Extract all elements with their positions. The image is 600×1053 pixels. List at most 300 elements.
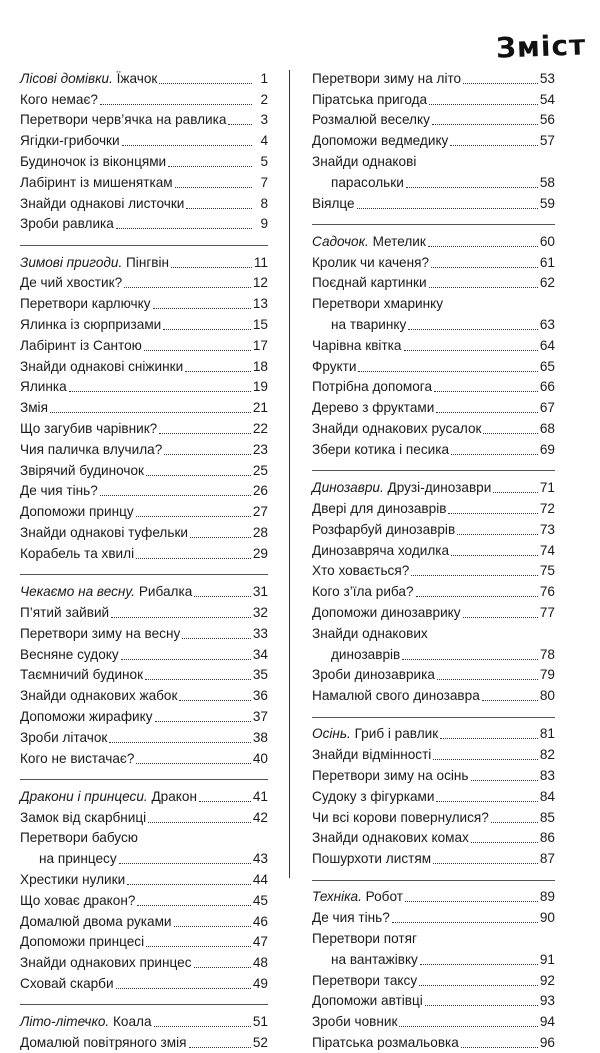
section-name: Лісові домівки. xyxy=(20,70,113,86)
toc-entry xyxy=(312,519,555,540)
entry-title xyxy=(20,808,146,828)
page-number: 80 xyxy=(539,688,555,704)
entry-text: Метелик xyxy=(368,233,426,249)
entry-text: Пінгвін xyxy=(122,254,170,270)
toc-section xyxy=(20,252,268,564)
dot-leader xyxy=(416,596,538,597)
entry-title xyxy=(20,173,173,193)
entry-title xyxy=(312,520,455,540)
entry-text: Перетвори хмаринку xyxy=(312,296,444,312)
toc-entry xyxy=(20,911,268,932)
page-number: 47 xyxy=(252,934,268,950)
entry-title xyxy=(20,953,192,973)
dot-leader xyxy=(433,863,538,864)
entry-title xyxy=(20,1033,187,1053)
toc-entry xyxy=(312,418,555,439)
column-divider xyxy=(289,70,290,878)
page-number: 43 xyxy=(252,851,268,867)
section-divider xyxy=(312,869,555,881)
entry-title xyxy=(312,745,431,765)
entry-text: Домалюй двома руками xyxy=(20,913,172,929)
dot-leader xyxy=(450,145,538,146)
toc-section xyxy=(312,231,555,460)
page-number: 45 xyxy=(252,892,268,908)
section-divider xyxy=(20,769,268,781)
entry-text: Поєднай картинки xyxy=(312,275,427,291)
toc-section-heading xyxy=(20,68,268,89)
toc-entry xyxy=(312,273,555,294)
dot-leader xyxy=(190,537,251,538)
section-name: Дракони і принцеси. xyxy=(20,788,148,804)
entry-text: Розфарбуй динозаврів xyxy=(312,521,456,537)
entry-text: Кого не вистачає? xyxy=(20,750,135,766)
entry-text: Лабіринт із Сантою xyxy=(20,337,142,353)
toc-entry xyxy=(312,172,555,193)
page-number: 32 xyxy=(252,604,268,620)
toc-entry xyxy=(20,151,268,172)
entry-title xyxy=(20,90,98,110)
toc-section-heading xyxy=(312,477,555,498)
entry-text: Допоможи жирафику xyxy=(20,708,153,724)
page-number: 33 xyxy=(252,625,268,641)
page-number: 74 xyxy=(539,542,555,558)
toc-entry xyxy=(20,377,268,398)
entry-text: Потрібна допомога xyxy=(312,379,433,395)
entry-text: Хрестики нулики xyxy=(20,871,126,887)
page-number: 36 xyxy=(252,688,268,704)
dot-leader xyxy=(425,1005,538,1006)
page-number: 67 xyxy=(539,400,555,416)
entry-title xyxy=(20,273,122,293)
entry-text: Фрукти xyxy=(312,358,357,374)
page-number: 37 xyxy=(252,708,268,724)
toc-section-heading xyxy=(20,786,268,807)
entry-text: Таємничий будинок xyxy=(20,667,144,683)
entry-title xyxy=(312,478,491,498)
dot-leader xyxy=(404,350,538,351)
entry-title xyxy=(312,929,417,949)
entry-title xyxy=(312,315,406,335)
entry-text: Звірячий будиночок xyxy=(20,462,144,478)
entry-text: Що ховає дракон? xyxy=(20,892,136,908)
entry-title xyxy=(312,357,356,377)
toc-left-column xyxy=(20,68,268,1053)
toc-right-column xyxy=(312,68,555,1053)
dot-leader xyxy=(171,267,252,268)
toc-entry xyxy=(312,293,555,314)
dot-leader xyxy=(408,329,538,330)
toc-entry xyxy=(312,786,555,807)
entry-title xyxy=(312,69,461,89)
dot-leader xyxy=(440,738,538,739)
entry-text: П’ятий зайвий xyxy=(20,604,110,620)
toc-section xyxy=(20,786,268,994)
page-number: 9 xyxy=(260,216,268,232)
entry-title xyxy=(20,461,144,481)
dot-leader xyxy=(154,1026,251,1027)
page-number: 5 xyxy=(260,153,268,169)
section-name: Осінь. xyxy=(312,726,351,742)
entry-title xyxy=(20,398,48,418)
dot-leader xyxy=(116,228,252,229)
entry-text: Будиночок із віконцями xyxy=(20,153,167,169)
entry-title xyxy=(312,686,480,706)
entry-title xyxy=(20,749,134,769)
dot-leader xyxy=(436,801,537,802)
entry-text: Кролик чи каченя? xyxy=(312,254,430,270)
entry-text: Знайди однакові сніжинки xyxy=(20,358,184,374)
dot-leader xyxy=(148,822,251,823)
entry-title xyxy=(20,974,114,994)
toc-entry xyxy=(20,89,268,110)
page-number: 18 xyxy=(252,358,268,374)
dot-leader xyxy=(451,555,538,556)
entry-text: Піратська розмальовка xyxy=(312,1035,459,1051)
entry-title xyxy=(312,724,438,744)
entry-text: Знайди однакових xyxy=(312,625,428,641)
entry-text: Ялинка із сюрпризами xyxy=(20,317,162,333)
dot-leader xyxy=(182,638,251,639)
toc-entry xyxy=(20,439,268,460)
entry-title xyxy=(312,908,390,928)
toc-section xyxy=(312,68,555,214)
dot-leader xyxy=(136,558,251,559)
entry-text: Допоможи автівці xyxy=(312,993,423,1009)
dot-leader xyxy=(428,246,538,247)
entry-title xyxy=(20,440,162,460)
entry-title xyxy=(312,336,402,356)
toc-entry xyxy=(312,151,555,172)
page-number: 13 xyxy=(252,296,268,312)
page-number: 72 xyxy=(539,500,555,516)
dot-leader xyxy=(146,475,251,476)
dot-leader xyxy=(144,350,251,351)
entry-title xyxy=(312,849,431,869)
entry-title xyxy=(20,481,98,501)
toc-entry xyxy=(312,623,555,644)
entry-title xyxy=(20,932,144,952)
entry-title xyxy=(312,561,409,581)
toc-entry xyxy=(312,130,555,151)
entry-title xyxy=(312,808,489,828)
dot-leader xyxy=(186,208,252,209)
dot-leader xyxy=(358,371,537,372)
entry-text: Піратська пригода xyxy=(312,91,428,107)
entry-title xyxy=(312,152,416,172)
toc-entry xyxy=(312,665,555,686)
page-number: 83 xyxy=(539,768,555,783)
dot-leader xyxy=(136,763,250,764)
entry-text: Зроби равлика xyxy=(20,216,114,232)
dot-leader xyxy=(411,575,538,576)
toc-entry xyxy=(20,273,268,294)
page-number: 12 xyxy=(252,275,268,291)
dot-leader xyxy=(164,454,251,455)
toc-entry xyxy=(312,1032,555,1053)
dot-leader xyxy=(448,513,537,514)
entry-title xyxy=(20,912,172,932)
dot-leader xyxy=(121,659,251,660)
toc-section xyxy=(20,581,268,768)
entry-title xyxy=(20,645,119,665)
entry-title xyxy=(20,544,134,564)
toc-entry xyxy=(312,377,555,398)
entry-title xyxy=(312,787,434,807)
dot-leader xyxy=(402,659,538,660)
page-number: 3 xyxy=(260,112,268,128)
dot-leader xyxy=(189,1047,251,1048)
toc-section xyxy=(20,68,268,234)
entry-text: Гриб і равлик xyxy=(350,726,439,742)
entry-title xyxy=(312,294,443,314)
page-number: 54 xyxy=(539,91,555,107)
entry-title xyxy=(20,707,153,727)
toc-entry xyxy=(20,130,268,151)
page-number: 71 xyxy=(539,480,555,496)
toc-entry xyxy=(312,193,555,214)
entry-title xyxy=(312,194,355,214)
entry-title xyxy=(312,645,400,665)
dot-leader xyxy=(194,596,251,597)
section-divider xyxy=(312,706,555,718)
dot-leader xyxy=(405,901,538,902)
toc-entry xyxy=(20,973,268,994)
page-number: 87 xyxy=(539,851,555,867)
entry-title xyxy=(20,315,161,335)
dot-leader xyxy=(100,495,251,496)
entry-title xyxy=(312,991,423,1011)
dot-leader xyxy=(436,412,538,413)
dot-leader xyxy=(461,1047,538,1048)
entry-text: Знайди однакових принцес xyxy=(20,955,192,971)
dot-leader xyxy=(163,329,251,330)
entry-title xyxy=(20,253,169,273)
entry-text: Перетвори карлючку xyxy=(20,296,151,312)
toc-entry xyxy=(20,543,268,564)
entry-text: на принцесу xyxy=(39,851,117,867)
toc-entry xyxy=(20,848,268,869)
section-divider xyxy=(312,214,555,226)
section-name: Техніка. xyxy=(312,889,362,905)
toc-entry xyxy=(312,89,555,110)
dot-leader xyxy=(168,166,252,167)
toc-section-heading xyxy=(312,68,555,89)
page-number: 44 xyxy=(252,871,268,887)
page-number: 84 xyxy=(539,788,555,804)
entry-text: Знайди відмінності xyxy=(312,747,432,763)
page-number: 76 xyxy=(539,584,555,600)
dot-leader xyxy=(153,308,251,309)
toc-entry xyxy=(20,706,268,727)
toc-entry xyxy=(312,949,555,970)
page-number: 35 xyxy=(252,667,268,683)
entry-title xyxy=(312,887,403,907)
toc-entry xyxy=(20,644,268,665)
page-number: 85 xyxy=(539,809,555,825)
dot-leader xyxy=(431,267,538,268)
entry-title xyxy=(20,686,177,706)
entry-text: Допоможи принцесі xyxy=(20,934,145,950)
toc-entry xyxy=(312,744,555,765)
dot-leader xyxy=(159,83,252,84)
toc-entry xyxy=(20,828,268,849)
entry-title xyxy=(20,1012,152,1032)
entry-title xyxy=(312,766,469,786)
entry-title xyxy=(20,891,135,911)
page-number: 51 xyxy=(252,1014,268,1030)
page-number: 2 xyxy=(260,91,268,107)
page-number: 26 xyxy=(252,483,268,499)
dot-leader xyxy=(420,964,538,965)
page-number: 48 xyxy=(252,955,268,971)
toc-entry xyxy=(312,928,555,949)
toc-entry xyxy=(20,335,268,356)
entry-title xyxy=(312,90,427,110)
toc-entry xyxy=(312,807,555,828)
toc-entry xyxy=(20,418,268,439)
entry-text: Судоку з фігурками xyxy=(312,788,435,804)
dot-leader xyxy=(179,700,250,701)
entry-text: Знайди однакові листочки xyxy=(20,195,185,211)
toc-entry xyxy=(20,397,268,418)
toc-entry xyxy=(312,561,555,582)
toc-entry xyxy=(312,540,555,561)
entry-title xyxy=(20,152,166,172)
toc-section xyxy=(20,1011,268,1053)
entry-text: Домалюй повітряного змія xyxy=(20,1035,187,1051)
dot-leader xyxy=(493,492,538,493)
section-name: Садочок. xyxy=(312,233,369,249)
entry-text: Дерево з фруктами xyxy=(312,400,435,416)
entry-title xyxy=(20,603,109,623)
entry-text: Чи всі корови повернулися? xyxy=(312,809,489,825)
page-number: 4 xyxy=(260,133,268,149)
page-number: 40 xyxy=(252,750,268,766)
dot-leader xyxy=(429,104,538,105)
toc-entry xyxy=(312,907,555,928)
entry-text: Знайди однакових комах xyxy=(312,830,469,846)
page-number: 63 xyxy=(539,317,555,333)
entry-text: Де чия тінь? xyxy=(312,910,390,926)
page-number: 75 xyxy=(539,563,555,579)
toc-entry xyxy=(20,685,268,706)
page-number: 27 xyxy=(252,504,268,520)
entry-title xyxy=(20,357,183,377)
page-number: 49 xyxy=(252,975,268,991)
dot-leader xyxy=(399,1026,537,1027)
entry-title xyxy=(312,1012,397,1032)
dot-leader xyxy=(155,721,251,722)
dot-leader xyxy=(111,617,251,618)
entry-text: Змія xyxy=(20,400,48,416)
page-title: Зміст xyxy=(495,28,587,65)
page-number: 23 xyxy=(252,441,268,457)
toc-entry xyxy=(20,314,268,335)
page-number: 56 xyxy=(539,112,555,128)
page-number: 69 xyxy=(539,441,555,457)
dot-leader xyxy=(482,700,538,701)
dot-leader xyxy=(109,742,251,743)
entry-title xyxy=(312,232,426,252)
page-number: 58 xyxy=(539,174,555,190)
toc-entry xyxy=(20,522,268,543)
entry-title xyxy=(312,110,430,130)
dot-leader xyxy=(392,922,538,923)
page-number: 73 xyxy=(539,521,555,537)
entry-title xyxy=(20,523,188,543)
dot-leader xyxy=(175,187,252,188)
toc-entry xyxy=(312,356,555,377)
page-number: 46 xyxy=(252,913,268,929)
entry-text: Динозавряча ходилка xyxy=(312,542,450,558)
entry-title xyxy=(20,214,114,234)
page-number: 52 xyxy=(252,1035,268,1051)
entry-text: динозаврів xyxy=(331,646,401,662)
dot-leader xyxy=(491,822,538,823)
entry-text: Перетвори таксу xyxy=(312,972,418,988)
entry-text: Хто ховається? xyxy=(312,563,410,579)
entry-text: Двері для динозаврів xyxy=(312,500,447,516)
page-number: 81 xyxy=(539,726,555,742)
entry-text: Знайди однакові туфельки xyxy=(20,525,188,541)
dot-leader xyxy=(69,391,251,392)
toc-entry xyxy=(312,1011,555,1032)
page-number: 65 xyxy=(539,358,555,374)
section-name: Чекаємо на весну. xyxy=(20,584,136,600)
dot-leader xyxy=(146,946,251,947)
entry-text: Чарівна квітка xyxy=(312,337,402,353)
entry-title xyxy=(312,624,428,644)
entry-text: Зроби динозаврика xyxy=(312,667,435,683)
page-number: 22 xyxy=(252,421,268,437)
page-number: 61 xyxy=(539,254,555,270)
entry-title xyxy=(312,541,449,561)
section-divider xyxy=(312,460,555,472)
dot-leader xyxy=(174,926,251,927)
page-number: 21 xyxy=(252,400,268,416)
toc-entry xyxy=(20,890,268,911)
entry-title xyxy=(312,603,461,623)
dot-leader xyxy=(194,967,251,968)
entry-text: Чия паличка влучила? xyxy=(20,441,163,457)
page-number: 79 xyxy=(539,667,555,683)
toc-entry xyxy=(312,970,555,991)
toc-entry xyxy=(20,110,268,131)
toc-entry xyxy=(20,293,268,314)
page-number: 60 xyxy=(539,233,555,249)
toc-entry xyxy=(20,748,268,769)
toc-entry xyxy=(20,869,268,890)
dot-leader xyxy=(119,863,251,864)
dot-leader xyxy=(471,842,538,843)
toc-entry xyxy=(20,602,268,623)
page-number: 90 xyxy=(539,910,555,926)
section-divider xyxy=(20,234,268,246)
entry-title xyxy=(20,419,157,439)
entry-text: Весняне судоку xyxy=(20,646,119,662)
page-number: 42 xyxy=(252,809,268,825)
entry-title xyxy=(312,971,417,991)
entry-text: Рибалка xyxy=(135,584,193,600)
entry-text: Ягідки-грибочки xyxy=(20,133,120,149)
entry-title xyxy=(20,870,125,890)
entry-title xyxy=(312,419,481,439)
section-divider xyxy=(20,994,268,1006)
entry-text: Розмалюй веселку xyxy=(312,112,430,128)
toc-entry xyxy=(20,623,268,644)
dot-leader xyxy=(471,780,538,781)
dot-leader xyxy=(434,391,538,392)
